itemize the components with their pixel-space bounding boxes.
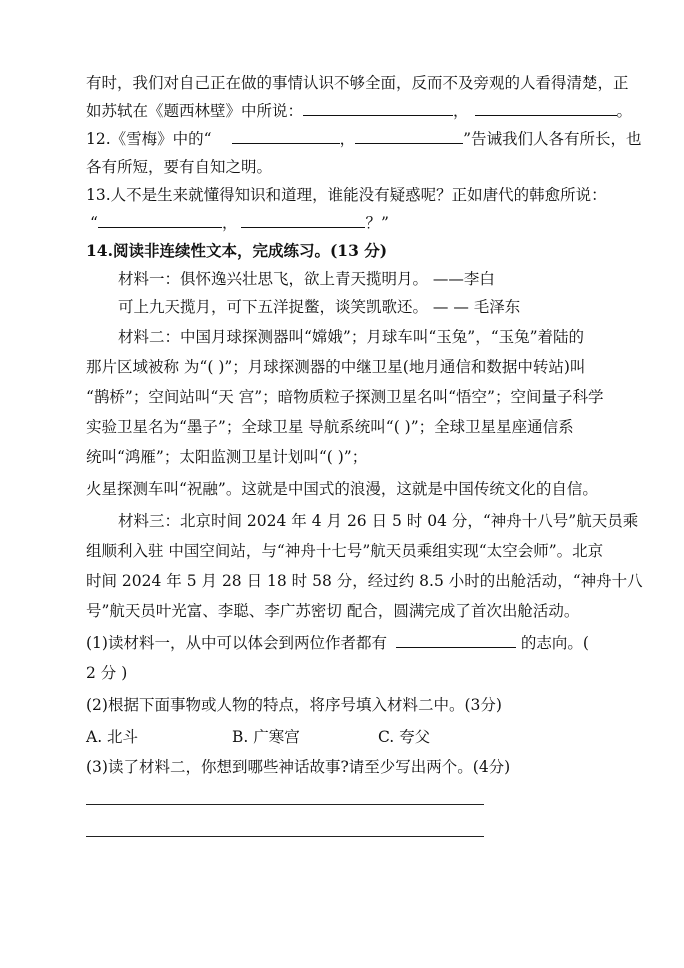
material-2-line-6: 火星探测车叫“祝融”。这就是中国式的浪漫，这就是中国传统文化的自信。 (86, 480, 598, 498)
material-2-line-3: “鹊桥”；空间站叫“天 宫”；暗物质粒子探测卫星名叫“悟空”；空间量子科学 (86, 388, 604, 406)
answer-blank-2[interactable] (475, 100, 617, 116)
q12-blank-2[interactable] (355, 128, 463, 144)
q12-line-1 (86, 128, 642, 150)
material-3-line-2: 组顺利入驻 中国空间站，与“神舟十七号”航天员乘组实现“太空会师”。北京 (86, 542, 604, 560)
q14-title: 14.阅读非连续性文本，完成练习。(13 分) (86, 241, 388, 260)
answer-line-2[interactable] (86, 836, 484, 837)
sub-question-1-text-end: 的志向。( (515, 634, 589, 652)
material-3-line-1: 材料三：北京时间 2024 年 4 月 26 日 5 时 04 分，“神舟十八号”航天员乘 (118, 512, 639, 530)
sub-question-1-text: (1)读材料一，从中可以体会到两位作者都有 (86, 634, 392, 652)
sub-question-1-score: 2 分 ) (86, 664, 128, 682)
q13-blank-1[interactable] (98, 212, 222, 228)
answer-line-1[interactable] (86, 804, 484, 805)
q12-text-start: 12.《雪梅》中的“ (86, 130, 212, 148)
open-quote: “ (90, 214, 98, 232)
q13-blank-2[interactable] (241, 212, 365, 228)
material-2-line-2: 那片区域被称 为“( )”；月球探测器的中继卫星(地月通信和数据中转站)叫 (86, 358, 586, 376)
sub-question-3: (3)读了材料二，你想到哪些神话故事?请至少写出两个。(4分) (86, 758, 511, 776)
sub-question-1-blank[interactable] (396, 632, 516, 648)
q12-line-2: 各有所短，要有自知之明。 (86, 158, 273, 176)
material-3-line-3: 时间 2024 年 5 月 28 日 18 时 58 分，经过约 8.5 小时的出舱活动，“神舟十八 (86, 572, 643, 590)
sub-question-2: (2)根据下面事物或人物的特点，将序号填入材料二中。(3分) (86, 696, 502, 714)
q13-line-2 (90, 212, 389, 234)
material-2-line-5: 统叫“鸿雁”；太阳监测卫星计划叫“( )”； (86, 448, 368, 466)
separator: ， (221, 214, 238, 232)
material-3-line-4: 号”航天员叶光富、李聪、李广苏密切 配合，圆满完成了首次出舱活动。 (86, 602, 580, 620)
separator: ， (453, 102, 469, 120)
intro-line-2 (86, 100, 632, 122)
sub-question-1 (86, 632, 589, 654)
option-c: C. 夸父 (378, 728, 431, 746)
intro-line-1: 有时，我们对自己正在做的事情认识不够全面，反而不及旁观的人看得清楚，正 (86, 74, 629, 92)
option-b: B. 广寒宫 (232, 728, 300, 746)
material-1-line-2: 可上九天揽月，可下五洋捉鳖，谈笑凯歌还。 — — 毛泽东 (118, 298, 521, 316)
q12-text-end: ”告诫我们人各有所长，也 (463, 130, 642, 148)
period: 。 (616, 102, 633, 120)
material-2-line-1: 材料二：中国月球探测器叫“嫦娥”；月球车叫“玉兔”，“玉兔”着陆的 (118, 328, 585, 346)
q12-blank-1[interactable] (232, 128, 340, 144)
material-1-line-1: 材料一：俱怀逸兴壮思飞，欲上青天揽明月。 ——李白 (118, 270, 495, 288)
separator: ， (339, 130, 356, 148)
option-a: A. 北斗 (86, 728, 139, 746)
q13-line-1: 13.人不是生来就懂得知识和道理，谁能没有疑惑呢？正如唐代的韩愈所说： (86, 186, 607, 204)
close-quote: ？” (365, 214, 389, 232)
answer-blank-1[interactable] (303, 100, 453, 116)
material-2-line-4: 实验卫星名为“墨子”；全球卫星 导航系统叫“( )”；全球卫星星座通信系 (86, 418, 574, 436)
intro-text: 如苏轼在《题西林壁》中所说： (86, 102, 304, 120)
